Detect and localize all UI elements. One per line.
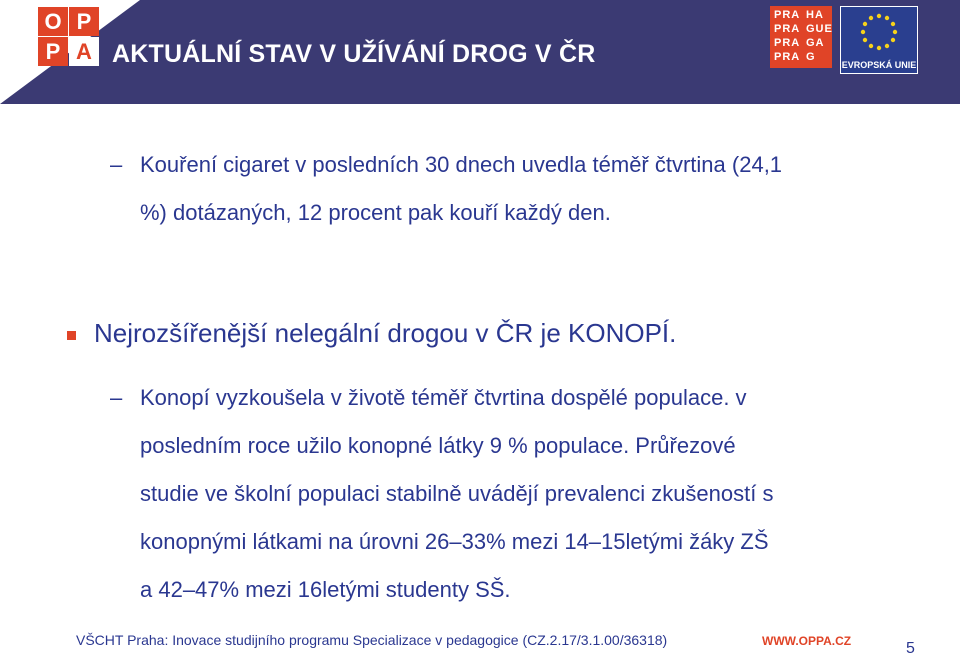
text-line: konopnými látkami na úrovni 26–33% mezi 14–15letými žáky ZŠ xyxy=(140,529,769,554)
praha-logo-line: PRA HA xyxy=(774,9,824,21)
praha-logo xyxy=(770,6,832,68)
list-item-text xyxy=(140,374,910,614)
page-number: 5 xyxy=(906,640,915,657)
praha-logo-line: PRA G xyxy=(774,51,816,63)
eu-logo-label: EVROPSKÁ UNIE xyxy=(841,60,917,70)
opp-logo-letter-p2: P xyxy=(38,37,68,66)
opp-logo-letter-o: O xyxy=(38,7,68,36)
text-line: %) dotázaných, 12 procent pak kouří každý den. xyxy=(140,200,611,225)
bullet-square-icon xyxy=(67,331,76,340)
bullet-text: Nejrozšířenější nelegální drogou v ČR je KONOPÍ. xyxy=(94,318,677,348)
dash-marker: – xyxy=(110,385,123,410)
praha-logo-line: PRA GUE xyxy=(774,23,833,35)
footer-text: VŠCHT Praha: Inovace studijního programu Specializace v pedagogice (CZ.2.17/3.1.00/36318) xyxy=(76,632,668,648)
text-line: Konopí vyzkoušela v životě téměř čtvrtina dospělé populace. v xyxy=(140,385,747,410)
opp-logo-letter-a: A xyxy=(69,37,99,66)
text-line: posledním roce užilo konopné látky 9 % populace. Průřezové xyxy=(140,433,736,458)
eu-logo xyxy=(840,6,918,74)
text-line: Kouření cigaret v posledních 30 dnech uvedla téměř čtvrtina (24,1 xyxy=(140,152,783,177)
text-line: studie ve školní populaci stabilně uvádějí prevalenci zkušeností s xyxy=(140,481,774,506)
text-line: a 42–47% mezi 16letými studenty SŠ. xyxy=(140,577,511,602)
dash-marker: – xyxy=(110,152,123,177)
opp-logo xyxy=(38,7,100,67)
list-item-text xyxy=(140,141,910,237)
eu-stars-icon xyxy=(841,7,917,57)
page-title: AKTUÁLNÍ STAV V UŽÍVÁNÍ DROG V ČR xyxy=(112,40,596,68)
opp-logo-letter-p1: P xyxy=(69,7,99,36)
footer-url-link[interactable]: WWW.OPPA.CZ xyxy=(762,634,852,648)
praha-logo-line: PRA GA xyxy=(774,37,825,49)
